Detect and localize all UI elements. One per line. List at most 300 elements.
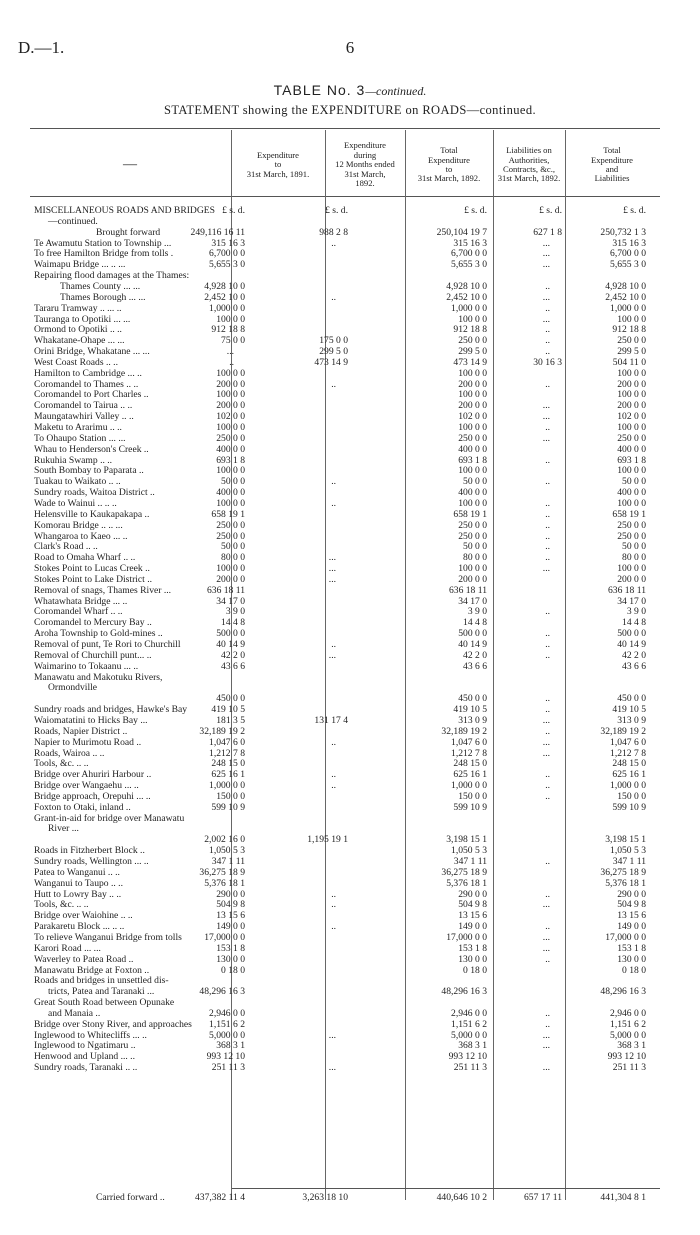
row-value-c1: 14 4 8 bbox=[221, 617, 245, 629]
row-value-c5: 347 1 11 bbox=[612, 856, 646, 867]
row-description: Manawatu and Makotuku Rivers, bbox=[34, 671, 163, 683]
row-value-c5: 248 15 0 bbox=[612, 758, 646, 770]
row-value-c3: 100 0 0 bbox=[458, 389, 487, 401]
row-value-c4: .. bbox=[545, 790, 550, 802]
row-description: Wanganui to Taupo .. .. bbox=[34, 877, 123, 889]
row-value-c5: 6,700 0 0 bbox=[610, 248, 646, 260]
row-value-c4: ... bbox=[542, 1040, 550, 1052]
row-description: Waverley to Patea Road .. bbox=[34, 953, 134, 965]
row-description: Te Awamutu Station to Township ... bbox=[34, 237, 172, 249]
row-description: Repairing flood damages at the Thames: bbox=[34, 270, 190, 282]
row-value-c4: .. bbox=[545, 725, 550, 737]
row-value-c1: 50 0 0 bbox=[221, 541, 245, 553]
row-value-c3: 299 5 0 bbox=[458, 346, 487, 358]
row-value-c5: 42 2 0 bbox=[622, 649, 646, 661]
table-title bbox=[0, 82, 700, 99]
row-value-c1: 636 18 11 bbox=[206, 584, 245, 596]
row-value-c5: 100 0 0 bbox=[617, 389, 646, 401]
row-value-c3: £ s. d. bbox=[464, 205, 487, 216]
row-description: Waimapu Bridge ... .. ... bbox=[34, 259, 126, 271]
row-value-c2: .. bbox=[331, 899, 336, 911]
table-row bbox=[0, 966, 700, 976]
row-description: Removal of punt, Te Rori to Churchill bbox=[34, 639, 181, 650]
row-value-c1: 1,000 0 0 bbox=[209, 780, 245, 792]
row-description: Whakatane-Ohape ... ... bbox=[34, 335, 125, 347]
row-value-c3: 315 16 3 bbox=[453, 237, 487, 249]
col-head-total-liab: Total Expenditure and Liabilities bbox=[591, 145, 633, 184]
row-value-c5: 100 0 0 bbox=[617, 563, 646, 575]
row-value-c5: 693 1 8 bbox=[617, 454, 646, 466]
row-description: Napier to Murimotu Road .. bbox=[34, 736, 142, 748]
table-row bbox=[0, 597, 700, 607]
row-value-c3: 5,376 18 1 bbox=[446, 877, 487, 889]
row-value-c3: 250 0 0 bbox=[458, 432, 487, 444]
table-row bbox=[0, 803, 700, 813]
table-row bbox=[0, 911, 700, 921]
row-description: Removal of Churchill punt... .. bbox=[34, 649, 152, 661]
row-value-c4: .. bbox=[545, 519, 550, 531]
row-value-c4: ... bbox=[542, 942, 550, 954]
row-value-c4: £ s. d. bbox=[539, 205, 562, 216]
row-value-c3: 504 9 8 bbox=[458, 899, 487, 911]
table-row bbox=[0, 293, 700, 303]
row-value-c1: 100 0 0 bbox=[216, 367, 245, 379]
row-value-c2: .. bbox=[331, 736, 336, 748]
row-description: Maketu to Ararimu .. .. bbox=[34, 422, 122, 433]
row-value-c5: 400 0 0 bbox=[617, 443, 646, 455]
row-value-c4: ... bbox=[542, 313, 550, 325]
row-value-c3: 100 0 0 bbox=[458, 465, 487, 477]
row-description: Rukuhia Swamp .. .. bbox=[34, 454, 113, 466]
row-value-c1: 450 0 0 bbox=[216, 693, 245, 705]
row-value-c5: 34 17 0 bbox=[617, 595, 646, 607]
row-value-c2: .. bbox=[331, 888, 336, 900]
row-value-c1: 4,928 10 0 bbox=[204, 280, 245, 292]
row-value-c4: ... bbox=[542, 411, 550, 423]
row-value-c5: 17,000 0 0 bbox=[605, 931, 646, 943]
row-value-c3: 149 0 0 bbox=[458, 921, 487, 933]
row-value-c4: .. bbox=[545, 649, 550, 661]
row-value-c3: 658 19 1 bbox=[453, 508, 487, 520]
row-value-c4: ... bbox=[542, 400, 550, 412]
row-value-c3: 6,700 0 0 bbox=[451, 248, 487, 260]
row-value-c3: 36,275 18 9 bbox=[441, 866, 487, 878]
row-value-c5: 36,275 18 9 bbox=[600, 866, 646, 878]
row-value-c4: .. bbox=[545, 476, 550, 488]
row-value-c5: 80 0 0 bbox=[622, 552, 646, 564]
carried-forward-c3: 440,646 10 2 bbox=[436, 1192, 487, 1203]
row-value-c1: 181 3 5 bbox=[216, 714, 245, 726]
row-value-c5: 100 0 0 bbox=[617, 422, 646, 433]
row-value-c4: .. bbox=[545, 530, 550, 542]
row-value-c2: 299 5 0 bbox=[319, 346, 348, 358]
row-value-c5: 315 16 3 bbox=[612, 237, 646, 249]
row-value-c4: .. bbox=[545, 497, 550, 509]
row-description: Thames Borough ... ... bbox=[60, 291, 146, 303]
table-row bbox=[0, 1052, 700, 1062]
col-head-exp-during: Expenditure during 12 Months ended 31st March, 1892. bbox=[335, 140, 395, 189]
row-value-c3: 912 18 8 bbox=[453, 324, 487, 336]
row-value-c3: 50 0 0 bbox=[463, 476, 487, 488]
row-description: Bridge approach, Orepuhi ... .. bbox=[34, 790, 151, 802]
row-description: Manawatu Bridge at Foxton .. bbox=[34, 964, 150, 976]
row-description: Aroha Township to Gold-mines .. bbox=[34, 628, 163, 640]
row-value-c1: 693 1 8 bbox=[216, 454, 245, 466]
row-value-c1: 34 17 0 bbox=[216, 595, 245, 607]
row-value-c3: 400 0 0 bbox=[458, 487, 487, 499]
row-value-c2: 988 2 8 bbox=[319, 226, 348, 238]
table-row bbox=[0, 824, 700, 834]
row-value-c3: 450 0 0 bbox=[458, 693, 487, 705]
row-description: Grant-in-aid for bridge over Manawatu bbox=[34, 812, 185, 824]
table-row bbox=[0, 1031, 700, 1041]
table-row bbox=[0, 1063, 700, 1073]
row-value-c2: .. bbox=[331, 378, 336, 390]
row-value-c5: 13 15 6 bbox=[617, 910, 646, 922]
table-row bbox=[0, 347, 700, 357]
row-value-c3: 250 0 0 bbox=[458, 335, 487, 347]
row-value-c1: 315 16 3 bbox=[211, 237, 245, 249]
row-value-c4: ... bbox=[542, 259, 550, 271]
row-description: Wade to Wainui .. .. .. bbox=[34, 497, 117, 509]
row-value-c5: 450 0 0 bbox=[617, 693, 646, 705]
row-value-c4: .. bbox=[545, 953, 550, 965]
carried-forward-c4: 657 17 11 bbox=[523, 1192, 562, 1203]
row-value-c1: 200 0 0 bbox=[216, 400, 245, 412]
row-value-c5: 1,151 6 2 bbox=[610, 1018, 646, 1030]
row-description: Whau to Henderson's Creek .. bbox=[34, 443, 149, 455]
table-row bbox=[0, 846, 700, 856]
row-value-c1: 40 14 9 bbox=[216, 639, 245, 650]
table-row bbox=[0, 857, 700, 867]
page-ref: D.—1. bbox=[18, 38, 65, 57]
row-value-c5: £ s. d. bbox=[623, 205, 646, 216]
row-value-c4: .. bbox=[545, 856, 550, 867]
row-value-c2: .. bbox=[331, 780, 336, 792]
row-value-c4: .. bbox=[545, 335, 550, 347]
row-description: tricts, Patea and Taranaki ... bbox=[48, 986, 155, 998]
row-description: Komorau Bridge .. .. ... bbox=[34, 519, 123, 531]
row-description: Roads and bridges in unsettled dis- bbox=[34, 975, 169, 987]
row-value-c3: 200 0 0 bbox=[458, 573, 487, 585]
table-row bbox=[0, 944, 700, 954]
row-description: Patea to Wanganui .. .. bbox=[34, 866, 120, 878]
row-value-c5: 0 18 0 bbox=[622, 964, 646, 976]
row-description: West Coast Roads .. .. bbox=[34, 356, 118, 368]
row-value-c3: 1,151 6 2 bbox=[451, 1018, 487, 1030]
row-description: To relieve Wanganui Bridge from tolls bbox=[34, 931, 182, 943]
table-row bbox=[0, 521, 700, 531]
row-value-c3: 250 0 0 bbox=[458, 519, 487, 531]
row-value-c1: 100 0 0 bbox=[216, 389, 245, 401]
row-value-c4: .. bbox=[545, 888, 550, 900]
row-description: Inglewood to Whitecliffs ... .. bbox=[34, 1029, 147, 1041]
row-value-c1: 5,376 18 1 bbox=[204, 877, 245, 889]
table-row bbox=[0, 683, 700, 693]
row-value-c5: 149 0 0 bbox=[617, 921, 646, 933]
row-value-c1: 3 9 0 bbox=[225, 606, 245, 618]
row-value-c3: 130 0 0 bbox=[458, 953, 487, 965]
row-value-c4: ... bbox=[542, 563, 550, 575]
row-value-c5: 2,452 10 0 bbox=[605, 291, 646, 303]
row-description: Coromandel to Thames .. .. bbox=[34, 378, 139, 390]
carried-forward-label: Carried forward .. bbox=[96, 1192, 165, 1203]
row-value-c1: 6,700 0 0 bbox=[209, 248, 245, 260]
row-value-c1: 249,116 16 11 bbox=[190, 226, 245, 238]
row-value-c3: 1,050 5 3 bbox=[451, 845, 487, 857]
row-value-c1: 200 0 0 bbox=[216, 573, 245, 585]
row-value-c3: 290 0 0 bbox=[458, 888, 487, 900]
row-value-c1: 2,002 16 0 bbox=[204, 834, 245, 846]
table-row bbox=[0, 499, 700, 509]
row-value-c1: 1,151 6 2 bbox=[209, 1018, 245, 1030]
row-value-c1: 100 0 0 bbox=[216, 465, 245, 477]
row-value-c4: .. bbox=[545, 921, 550, 933]
row-value-c5: 3 9 0 bbox=[626, 606, 646, 618]
row-value-c5: 50 0 0 bbox=[622, 541, 646, 553]
row-value-c2: ... bbox=[328, 1029, 336, 1041]
row-value-c1: 599 10 9 bbox=[211, 801, 245, 813]
table-row bbox=[0, 477, 700, 487]
row-value-c5: 100 0 0 bbox=[617, 367, 646, 379]
col-head-description: — bbox=[123, 157, 137, 173]
row-value-c5: 299 5 0 bbox=[617, 346, 646, 358]
row-value-c4: .. bbox=[545, 704, 550, 716]
table-row bbox=[0, 315, 700, 325]
row-value-c5: 504 11 0 bbox=[612, 356, 646, 368]
row-value-c1: 5,000 0 0 bbox=[209, 1029, 245, 1041]
row-value-c5: 993 12 10 bbox=[607, 1051, 646, 1063]
row-value-c5: 912 18 8 bbox=[612, 324, 646, 336]
row-value-c2: .. bbox=[331, 497, 336, 509]
row-value-c3: 993 12 10 bbox=[448, 1051, 487, 1063]
col-head-exp-1891: Expenditure to 31st March, 1891. bbox=[246, 149, 310, 179]
table-row bbox=[0, 607, 700, 617]
table-row bbox=[0, 369, 700, 379]
table-row bbox=[0, 466, 700, 476]
row-value-c1: 32,189 19 2 bbox=[199, 725, 245, 737]
row-value-c1: 43 6 6 bbox=[221, 660, 245, 672]
row-value-c5: 500 0 0 bbox=[617, 628, 646, 640]
row-description: Great South Road between Opunake bbox=[34, 997, 175, 1009]
row-value-c3: 248 15 0 bbox=[453, 758, 487, 770]
row-value-c1: 36,275 18 9 bbox=[199, 866, 245, 878]
row-value-c3: 636 18 11 bbox=[448, 584, 487, 596]
table-row bbox=[0, 445, 700, 455]
row-value-c4: 627 1 8 bbox=[533, 226, 562, 238]
row-value-c5: 5,376 18 1 bbox=[605, 877, 646, 889]
row-value-c3: 250,104 19 7 bbox=[436, 226, 487, 238]
row-value-c3: 50 0 0 bbox=[463, 541, 487, 553]
row-value-c5: 48,296 16 3 bbox=[600, 986, 646, 998]
row-description: Removal of snags, Thames River ... bbox=[34, 584, 172, 596]
row-value-c2: .. bbox=[331, 476, 336, 488]
row-value-c3: 43 6 6 bbox=[463, 660, 487, 672]
row-description: Ormondville bbox=[48, 682, 98, 694]
row-value-c5: 1,050 5 3 bbox=[610, 845, 646, 857]
table-row bbox=[0, 249, 700, 259]
row-description: Hutt to Lowry Bay .. .. bbox=[34, 888, 122, 900]
row-value-c4: ... bbox=[542, 291, 550, 303]
row-value-c1: 100 0 0 bbox=[216, 497, 245, 509]
row-value-c2: 131 17 4 bbox=[314, 714, 348, 726]
row-value-c5: 50 0 0 bbox=[622, 476, 646, 488]
row-description: Bridge over Wangaehu ... .. bbox=[34, 780, 139, 792]
table-row bbox=[0, 738, 700, 748]
row-description: Thames County ... ... bbox=[60, 280, 141, 292]
row-value-c1: 149 0 0 bbox=[216, 921, 245, 933]
row-description: Tararu Tramway .. ... .. bbox=[34, 302, 122, 314]
row-value-c5: 130 0 0 bbox=[617, 953, 646, 965]
row-value-c5: 153 1 8 bbox=[617, 942, 646, 954]
row-value-c1: 500 0 0 bbox=[216, 628, 245, 640]
row-value-c1: 80 0 0 bbox=[221, 552, 245, 564]
row-value-c1: 100 0 0 bbox=[216, 313, 245, 325]
row-value-c1: 13 15 6 bbox=[216, 910, 245, 922]
row-value-c3: 693 1 8 bbox=[458, 454, 487, 466]
row-value-c4: ... bbox=[542, 899, 550, 911]
row-value-c5: 1,212 7 8 bbox=[610, 747, 646, 759]
row-value-c3: 1,047 6 0 bbox=[451, 736, 487, 748]
row-value-c5: 400 0 0 bbox=[617, 487, 646, 499]
table-row bbox=[0, 727, 700, 737]
table-row bbox=[0, 662, 700, 672]
row-description: Tools, &c. .. .. bbox=[34, 758, 89, 770]
row-value-c4: ... bbox=[542, 1062, 550, 1074]
row-value-c1: 251 11 3 bbox=[211, 1062, 245, 1074]
row-value-c3: 153 1 8 bbox=[458, 942, 487, 954]
row-value-c1: 400 0 0 bbox=[216, 443, 245, 455]
row-description: Roads, Wairoa .. .. bbox=[34, 747, 105, 759]
row-value-c5: 368 3 1 bbox=[617, 1040, 646, 1052]
row-value-c5: 32,189 19 2 bbox=[600, 725, 646, 737]
table-row bbox=[0, 510, 700, 520]
row-value-c4: .. bbox=[545, 508, 550, 520]
row-value-c1: 347 1 11 bbox=[211, 856, 245, 867]
row-value-c3: 3 9 0 bbox=[467, 606, 487, 618]
row-value-c1: 250 0 0 bbox=[216, 432, 245, 444]
row-description: Parakaretu Block ... .. .. bbox=[34, 921, 125, 933]
row-description: Bridge over Waiohine .. .. bbox=[34, 910, 133, 922]
table-row bbox=[0, 749, 700, 759]
row-description: Waimarino to Tokaanu ... .. bbox=[34, 660, 139, 672]
row-value-c1: 150 0 0 bbox=[216, 790, 245, 802]
table-row bbox=[0, 1020, 700, 1030]
row-value-c3: 100 0 0 bbox=[458, 497, 487, 509]
row-value-c2: ... bbox=[328, 563, 336, 575]
table-row bbox=[0, 922, 700, 932]
row-description: Helensville to Kaukapakapa .. bbox=[34, 508, 150, 520]
table-row bbox=[0, 651, 700, 661]
row-value-c1: 1,050 5 3 bbox=[209, 845, 245, 857]
table-row bbox=[0, 792, 700, 802]
table-row bbox=[0, 456, 700, 466]
row-description: To free Hamilton Bridge from tolls . bbox=[34, 248, 174, 260]
page-number: 6 bbox=[345, 38, 355, 57]
row-value-c2: .. bbox=[331, 921, 336, 933]
table-row bbox=[0, 900, 700, 910]
row-value-c5: 40 14 9 bbox=[617, 639, 646, 650]
row-value-c4: .. bbox=[545, 302, 550, 314]
row-value-c3: 473 14 9 bbox=[453, 356, 487, 368]
table-row bbox=[0, 304, 700, 314]
row-value-c1: .. bbox=[229, 356, 234, 368]
row-value-c2: .. bbox=[331, 237, 336, 249]
row-value-c3: 500 0 0 bbox=[458, 628, 487, 640]
table-row bbox=[0, 770, 700, 780]
row-value-c5: 43 6 6 bbox=[622, 660, 646, 672]
row-description: Sundry roads and bridges, Hawke's Bay bbox=[34, 704, 188, 716]
row-value-c1: 1,212 7 8 bbox=[209, 747, 245, 759]
row-description: Stokes Point to Lucas Creek .. bbox=[34, 563, 150, 575]
table-row bbox=[0, 879, 700, 889]
col-head-total-1892: Total Expenditure to 31st March, 1892. bbox=[417, 145, 481, 184]
table-row bbox=[0, 228, 700, 238]
table-row bbox=[0, 488, 700, 498]
row-value-c4: .. bbox=[545, 422, 550, 433]
table-row bbox=[0, 390, 700, 400]
table-row bbox=[0, 260, 700, 270]
row-value-c1: 130 0 0 bbox=[216, 953, 245, 965]
row-value-c1: 504 9 8 bbox=[216, 899, 245, 911]
row-value-c2: .. bbox=[331, 639, 336, 650]
total-rule bbox=[232, 1188, 660, 1189]
row-value-c2: ... bbox=[328, 573, 336, 585]
row-value-c5: 3,198 15 1 bbox=[605, 834, 646, 846]
row-value-c1: 912 18 8 bbox=[211, 324, 245, 336]
table-row bbox=[0, 325, 700, 335]
row-description: Coromandel to Tairua .. .. bbox=[34, 400, 133, 412]
row-value-c3: 419 10 5 bbox=[453, 704, 487, 716]
row-value-c4: .. bbox=[545, 1007, 550, 1019]
row-value-c3: 150 0 0 bbox=[458, 790, 487, 802]
row-value-c3: 0 18 0 bbox=[463, 964, 487, 976]
row-description: Sundry roads, Wellington ... .. bbox=[34, 856, 149, 867]
table-row bbox=[0, 705, 700, 715]
row-value-c3: 48,296 16 3 bbox=[441, 986, 487, 998]
row-value-c5: 5,000 0 0 bbox=[610, 1029, 646, 1041]
row-description: Orini Bridge, Whakatane ... ... bbox=[34, 346, 150, 358]
row-value-c3: 1,000 0 0 bbox=[451, 302, 487, 314]
table-row bbox=[0, 759, 700, 769]
col-head-liabilities: Liabilities on Authorities, Contracts, &c., 31st March, 1892. bbox=[497, 145, 561, 184]
row-value-c5: 250 0 0 bbox=[617, 530, 646, 542]
row-value-c5: 636 18 11 bbox=[607, 584, 646, 596]
row-value-c4: ... bbox=[542, 736, 550, 748]
row-value-c3: 100 0 0 bbox=[458, 422, 487, 433]
row-value-c1: 50 0 0 bbox=[221, 476, 245, 488]
table-row bbox=[0, 217, 700, 227]
row-value-c3: 5,655 3 0 bbox=[451, 259, 487, 271]
table-row bbox=[0, 412, 700, 422]
row-value-c1: 250 0 0 bbox=[216, 530, 245, 542]
row-value-c5: 504 9 8 bbox=[617, 899, 646, 911]
row-value-c4: .. bbox=[545, 280, 550, 292]
row-value-c4: .. bbox=[545, 378, 550, 390]
row-value-c3: 42 2 0 bbox=[463, 649, 487, 661]
row-value-c4: .. bbox=[545, 606, 550, 618]
row-value-c1: 2,946 0 0 bbox=[209, 1007, 245, 1019]
row-description: Clark's Road .. .. bbox=[34, 541, 98, 553]
row-value-c5: 1,000 0 0 bbox=[610, 302, 646, 314]
row-value-c1: 5,655 3 0 bbox=[209, 259, 245, 271]
carried-forward-c1: 437,382 11 4 bbox=[194, 1192, 245, 1203]
row-value-c5: 250 0 0 bbox=[617, 519, 646, 531]
row-value-c5: 1,047 6 0 bbox=[610, 736, 646, 748]
row-value-c5: 200 0 0 bbox=[617, 378, 646, 390]
row-value-c5: 2,946 0 0 bbox=[610, 1007, 646, 1019]
row-value-c5: 14 4 8 bbox=[622, 617, 646, 629]
